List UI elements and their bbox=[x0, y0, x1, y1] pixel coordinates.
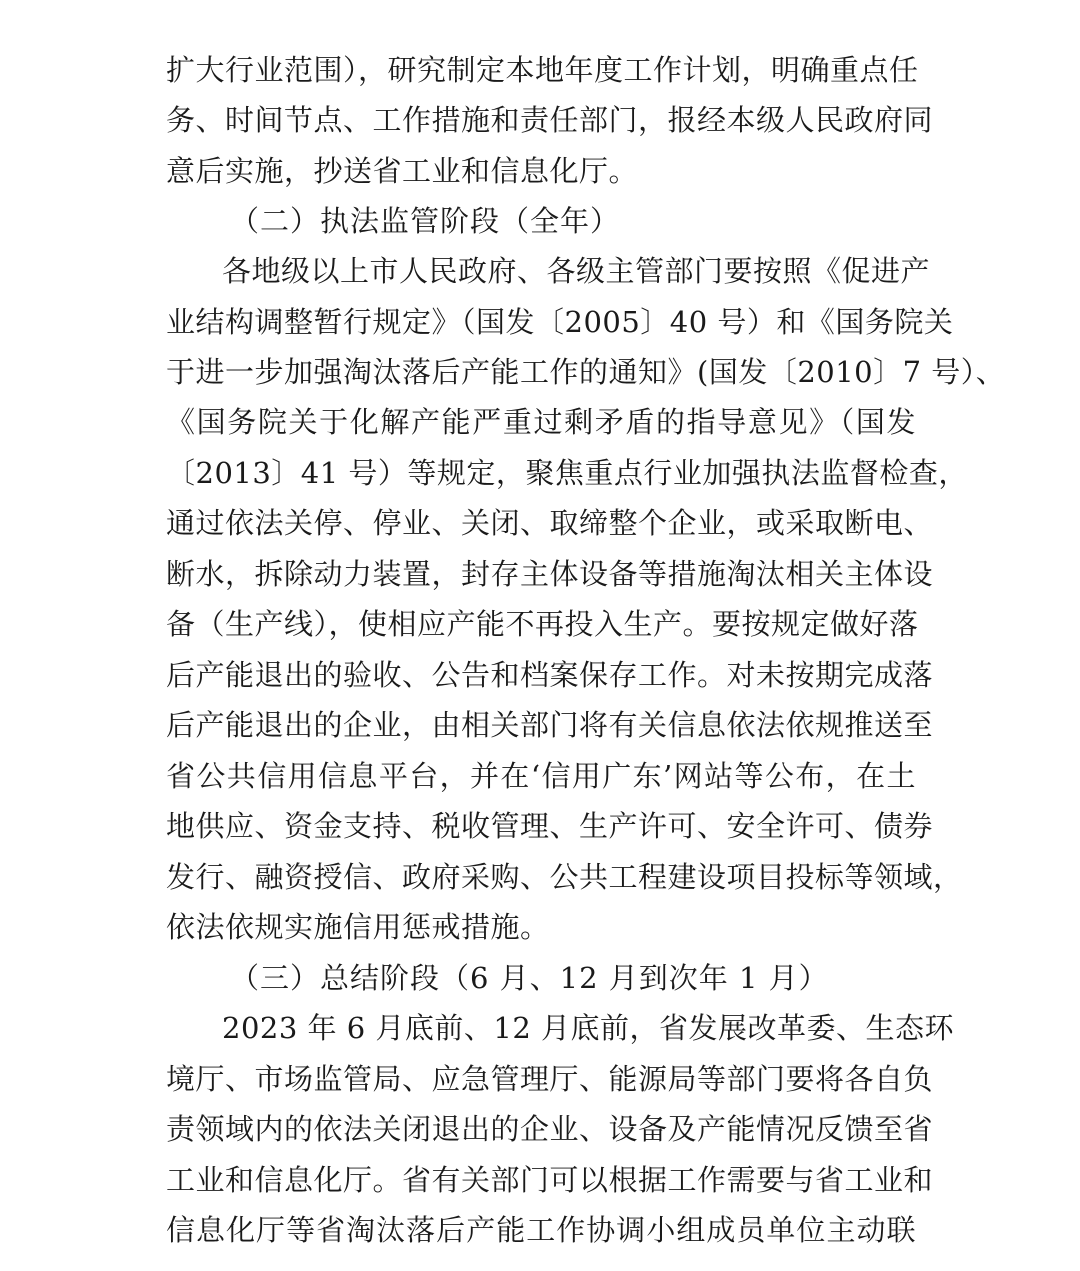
paragraph-2-line-7: 断水，拆除动力装置，封存主体设备等措施淘汰相关主体设 bbox=[166, 557, 934, 591]
paragraph-2-line-11: 省公共信用信息平台，并在‘信用广东’网站等公布，在土 bbox=[166, 759, 916, 793]
paragraph-2-line-12: 地供应、资金支持、税收管理、生产许可、安全许可、债券 bbox=[166, 809, 934, 843]
paragraph-2-line-5: 〔2013〕41 号）等规定，聚焦重点行业加强执法监督检查， bbox=[166, 456, 968, 490]
paragraph-2-line-1: 各地级以上市人民政府、各级主管部门要按照《促进产 bbox=[222, 254, 931, 288]
paragraph-3-line-4: 工业和信息化厅。省有关部门可以根据工作需要与省工业和 bbox=[166, 1163, 934, 1197]
paragraph-2-line-6: 通过依法关停、停业、关闭、取缔整个企业，或采取断电、 bbox=[166, 506, 934, 540]
paragraph-2-line-8: 备（生产线），使相应产能不再投入生产。要按规定做好落 bbox=[166, 607, 919, 641]
paragraph-2-line-9: 后产能退出的验收、公告和档案保存工作。对未按期完成落 bbox=[166, 658, 934, 692]
paragraph-2-line-3: 于进一步加强淘汰落后产能工作的通知》(国发〔2010〕7 号）、 bbox=[166, 355, 1006, 389]
section-heading-3: （三）总结阶段（6 月、12 月到次年 1 月） bbox=[230, 961, 829, 995]
paragraph-1-line-3: 意后实施，抄送省工业和信息化厅。 bbox=[166, 154, 639, 188]
paragraph-2-line-2: 业结构调整暂行规定》（国发〔2005〕40 号）和《国务院关 bbox=[166, 305, 954, 339]
paragraph-3-line-3: 责领域内的依法关闭退出的企业、设备及产能情况反馈至省 bbox=[166, 1112, 934, 1146]
paragraph-3-line-2: 境厅、市场监管局、应急管理厅、能源局等部门要将各自负 bbox=[166, 1062, 934, 1096]
paragraph-3-line-1: 2023 年 6 月底前、12 月底前，省发展改革委、生态环 bbox=[222, 1011, 955, 1045]
paragraph-1-line-2: 务、时间节点、工作措施和责任部门，报经本级人民政府同 bbox=[166, 103, 934, 137]
paragraph-2-line-4: 《国务院关于化解产能严重过剩矛盾的指导意见》（国发 bbox=[166, 405, 916, 439]
paragraph-2-line-13: 发行、融资授信、政府采购、公共工程建设项目投标等领域， bbox=[166, 860, 963, 894]
paragraph-2-line-10: 后产能退出的企业，由相关部门将有关信息依法依规推送至 bbox=[166, 708, 934, 742]
paragraph-1-line-1: 扩大行业范围），研究制定本地年度工作计划，明确重点任 bbox=[166, 53, 919, 87]
paragraph-3-line-5: 信息化厅等省淘汰落后产能工作协调小组成员单位主动联 bbox=[166, 1213, 916, 1247]
section-heading-2: （二）执法监管阶段（全年） bbox=[230, 204, 621, 238]
paragraph-2-line-14: 依法依规实施信用惩戒措施。 bbox=[166, 910, 550, 944]
